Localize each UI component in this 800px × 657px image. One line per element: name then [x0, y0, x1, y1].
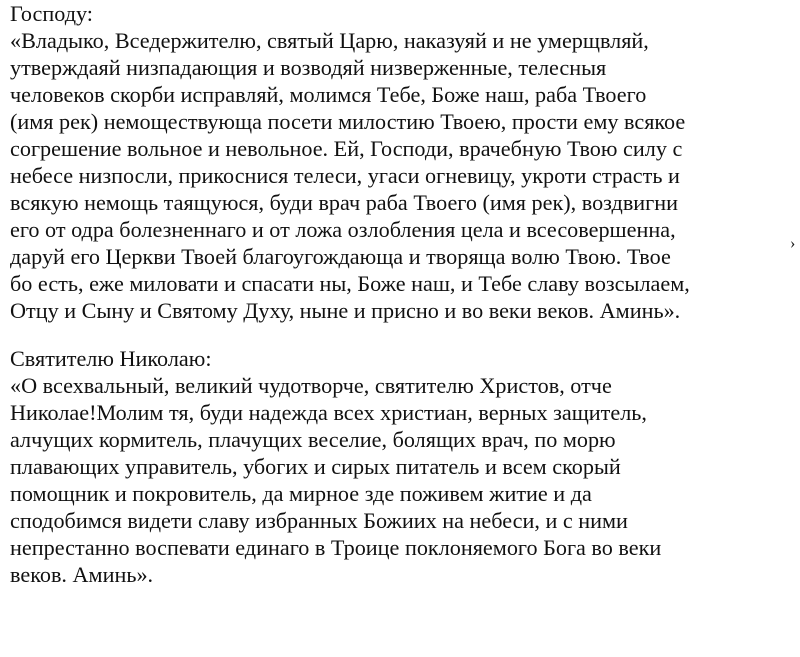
text-line: алчущих кормитель, плачущих веселие, болящих врач, по морю: [10, 427, 616, 452]
text-line: плавающих управитель, убогих и сирых питатель и всем скорый: [10, 454, 621, 479]
document-body: [10, 0, 790, 588]
text-line: сподобимся видети славу избранных Божиих на небеси, и с ними: [10, 508, 628, 533]
text-line: утверждаяй низпадающия и возводяй низверженные, телесныя: [10, 55, 607, 80]
text-line: помощник и покровитель, да мирное зде поживем житие и да: [10, 481, 592, 506]
text-line: бо есть, еже миловати и спасати ны, Боже наш, и Тебе славу возсылаем,: [10, 271, 690, 296]
margin-mark: ›: [790, 235, 796, 252]
text-line: «О всехвальный, великий чудотворче, святителю Христов, отче: [10, 373, 612, 398]
text-line: всякую немощь таящуюся, буди врач раба Твоего (имя рек), воздвигни: [10, 190, 679, 215]
prayer-to-nicholas-section: [10, 345, 790, 588]
text-line: даруй его Церкви Твоей благоугождающа и творяща волю Твою. Твое: [10, 244, 671, 269]
text-line: (имя рек) немоществующа посети милостию Твоею, прости ему всякое: [10, 109, 686, 134]
section-heading: Святителю Николаю:: [10, 346, 212, 371]
text-line: согрешение вольное и невольное. Ей, Господи, врачебную Твою силу с: [10, 136, 683, 161]
text-line: небесе низпосли, прикоснися телеси, угаси огневицу, укроти страсть и: [10, 163, 680, 188]
text-line: веков. Аминь».: [10, 562, 154, 587]
section-spacer: [10, 324, 790, 345]
text-line: Отцу и Сыну и Святому Духу, ныне и присно и во веки веков. Аминь».: [10, 298, 681, 323]
text-line: «Владыко, Вседержителю, святый Царю, наказуяй и не умерщвляй,: [10, 28, 649, 53]
prayer-to-lord-section: [10, 0, 790, 324]
text-line: человеков скорби исправляй, молимся Тебе, Боже наш, раба Твоего: [10, 82, 647, 107]
text-line: непрестанно воспевати единаго в Троице поклоняемого Бога во веки: [10, 535, 662, 560]
text-line: его от одра болезненнаго и от ложа озлобления цела и всесовершенна,: [10, 217, 676, 242]
text-line: Николае!Молим тя, буди надежда всех христиан, верных защитель,: [10, 400, 647, 425]
section-heading: Господу:: [10, 1, 93, 26]
